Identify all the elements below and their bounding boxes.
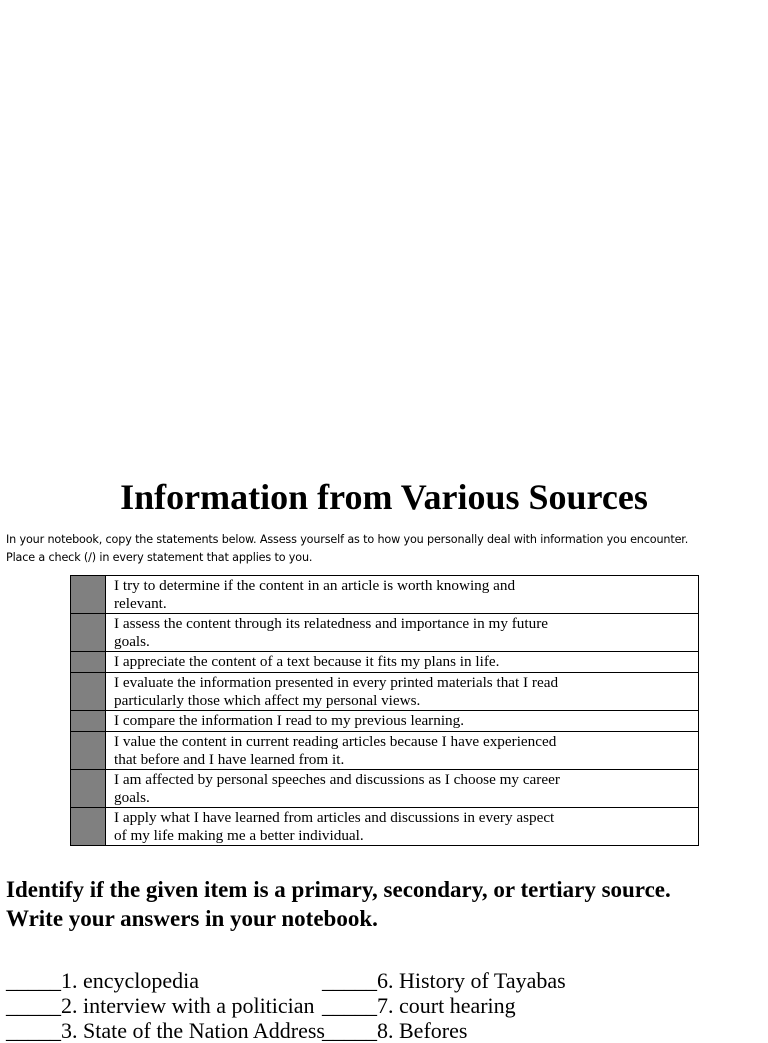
statement-line: particularly those which affect my personal views. [114, 692, 421, 709]
check-box[interactable] [71, 711, 106, 731]
identify-instructions [6, 875, 766, 933]
source-item: _____1. encyclopedia [6, 968, 200, 993]
source-item: _____3. State of the Nation Address [6, 1018, 325, 1043]
statement-line: I compare the information I read to my previous learning. [114, 712, 465, 729]
item-row [6, 1018, 766, 1043]
source-item: _____7. court hearing [322, 993, 516, 1018]
checklist-row [71, 807, 698, 845]
source-item: _____8. Befores [322, 1018, 468, 1043]
item-row [6, 993, 766, 1018]
statement-line: goals. [114, 789, 150, 806]
check-box[interactable] [71, 808, 106, 845]
statement-line: relevant. [114, 595, 167, 612]
statement-line: goals. [114, 633, 150, 650]
item-row [6, 968, 766, 993]
source-item: _____6. History of Tayabas [322, 968, 566, 993]
statement-text [106, 576, 698, 613]
identify-line: Identify if the given item is a primary, secondary, or tertiary source. [6, 877, 671, 902]
check-box[interactable] [71, 576, 106, 613]
checklist-row [71, 613, 698, 651]
instructions [6, 531, 762, 567]
check-box[interactable] [71, 673, 106, 710]
statement-line: I assess the content through its relatedness and importance in my future [114, 615, 548, 632]
checklist-row [71, 672, 698, 710]
instruction-line: In your notebook, copy the statements below. Assess yourself as to how you personally deal with information you encounter. [6, 533, 689, 546]
identify-line: Write your answers in your notebook. [6, 906, 378, 931]
statement-line: I appreciate the content of a text because it fits my plans in life. [114, 653, 500, 670]
statement-text [106, 808, 698, 845]
checklist-row [71, 769, 698, 807]
checklist-row [71, 651, 698, 672]
source-items-list [6, 968, 766, 1043]
self-assessment-checklist [70, 575, 699, 846]
statement-line: of my life making me a better individual. [114, 827, 364, 844]
check-box[interactable] [71, 770, 106, 807]
check-box[interactable] [71, 614, 106, 651]
check-box[interactable] [71, 652, 106, 672]
checklist-row [71, 710, 698, 731]
statement-line: I try to determine if the content in an article is worth knowing and [114, 577, 516, 594]
statement-line: I am affected by personal speeches and discussions as I choose my career [114, 771, 560, 788]
statement-line: I apply what I have learned from articles and discussions in every aspect [114, 809, 555, 826]
source-item: _____2. interview with a politician [6, 993, 315, 1018]
check-box[interactable] [71, 732, 106, 769]
statement-text [106, 711, 698, 731]
statement-line: that before and I have learned from it. [114, 751, 345, 768]
statement-line: I evaluate the information presented in every printed materials that I read [114, 674, 559, 691]
statement-text [106, 732, 698, 769]
statement-text [106, 652, 698, 672]
page-title: Information from Various Sources [120, 477, 648, 517]
statement-text [106, 614, 698, 651]
statement-line: I value the content in current reading articles because I have experienced [114, 733, 557, 750]
statement-text [106, 770, 698, 807]
checklist-row [71, 731, 698, 769]
instruction-line: Place a check (/) in every statement that applies to you. [6, 551, 313, 564]
checklist-row [71, 576, 698, 613]
statement-text [106, 673, 698, 710]
